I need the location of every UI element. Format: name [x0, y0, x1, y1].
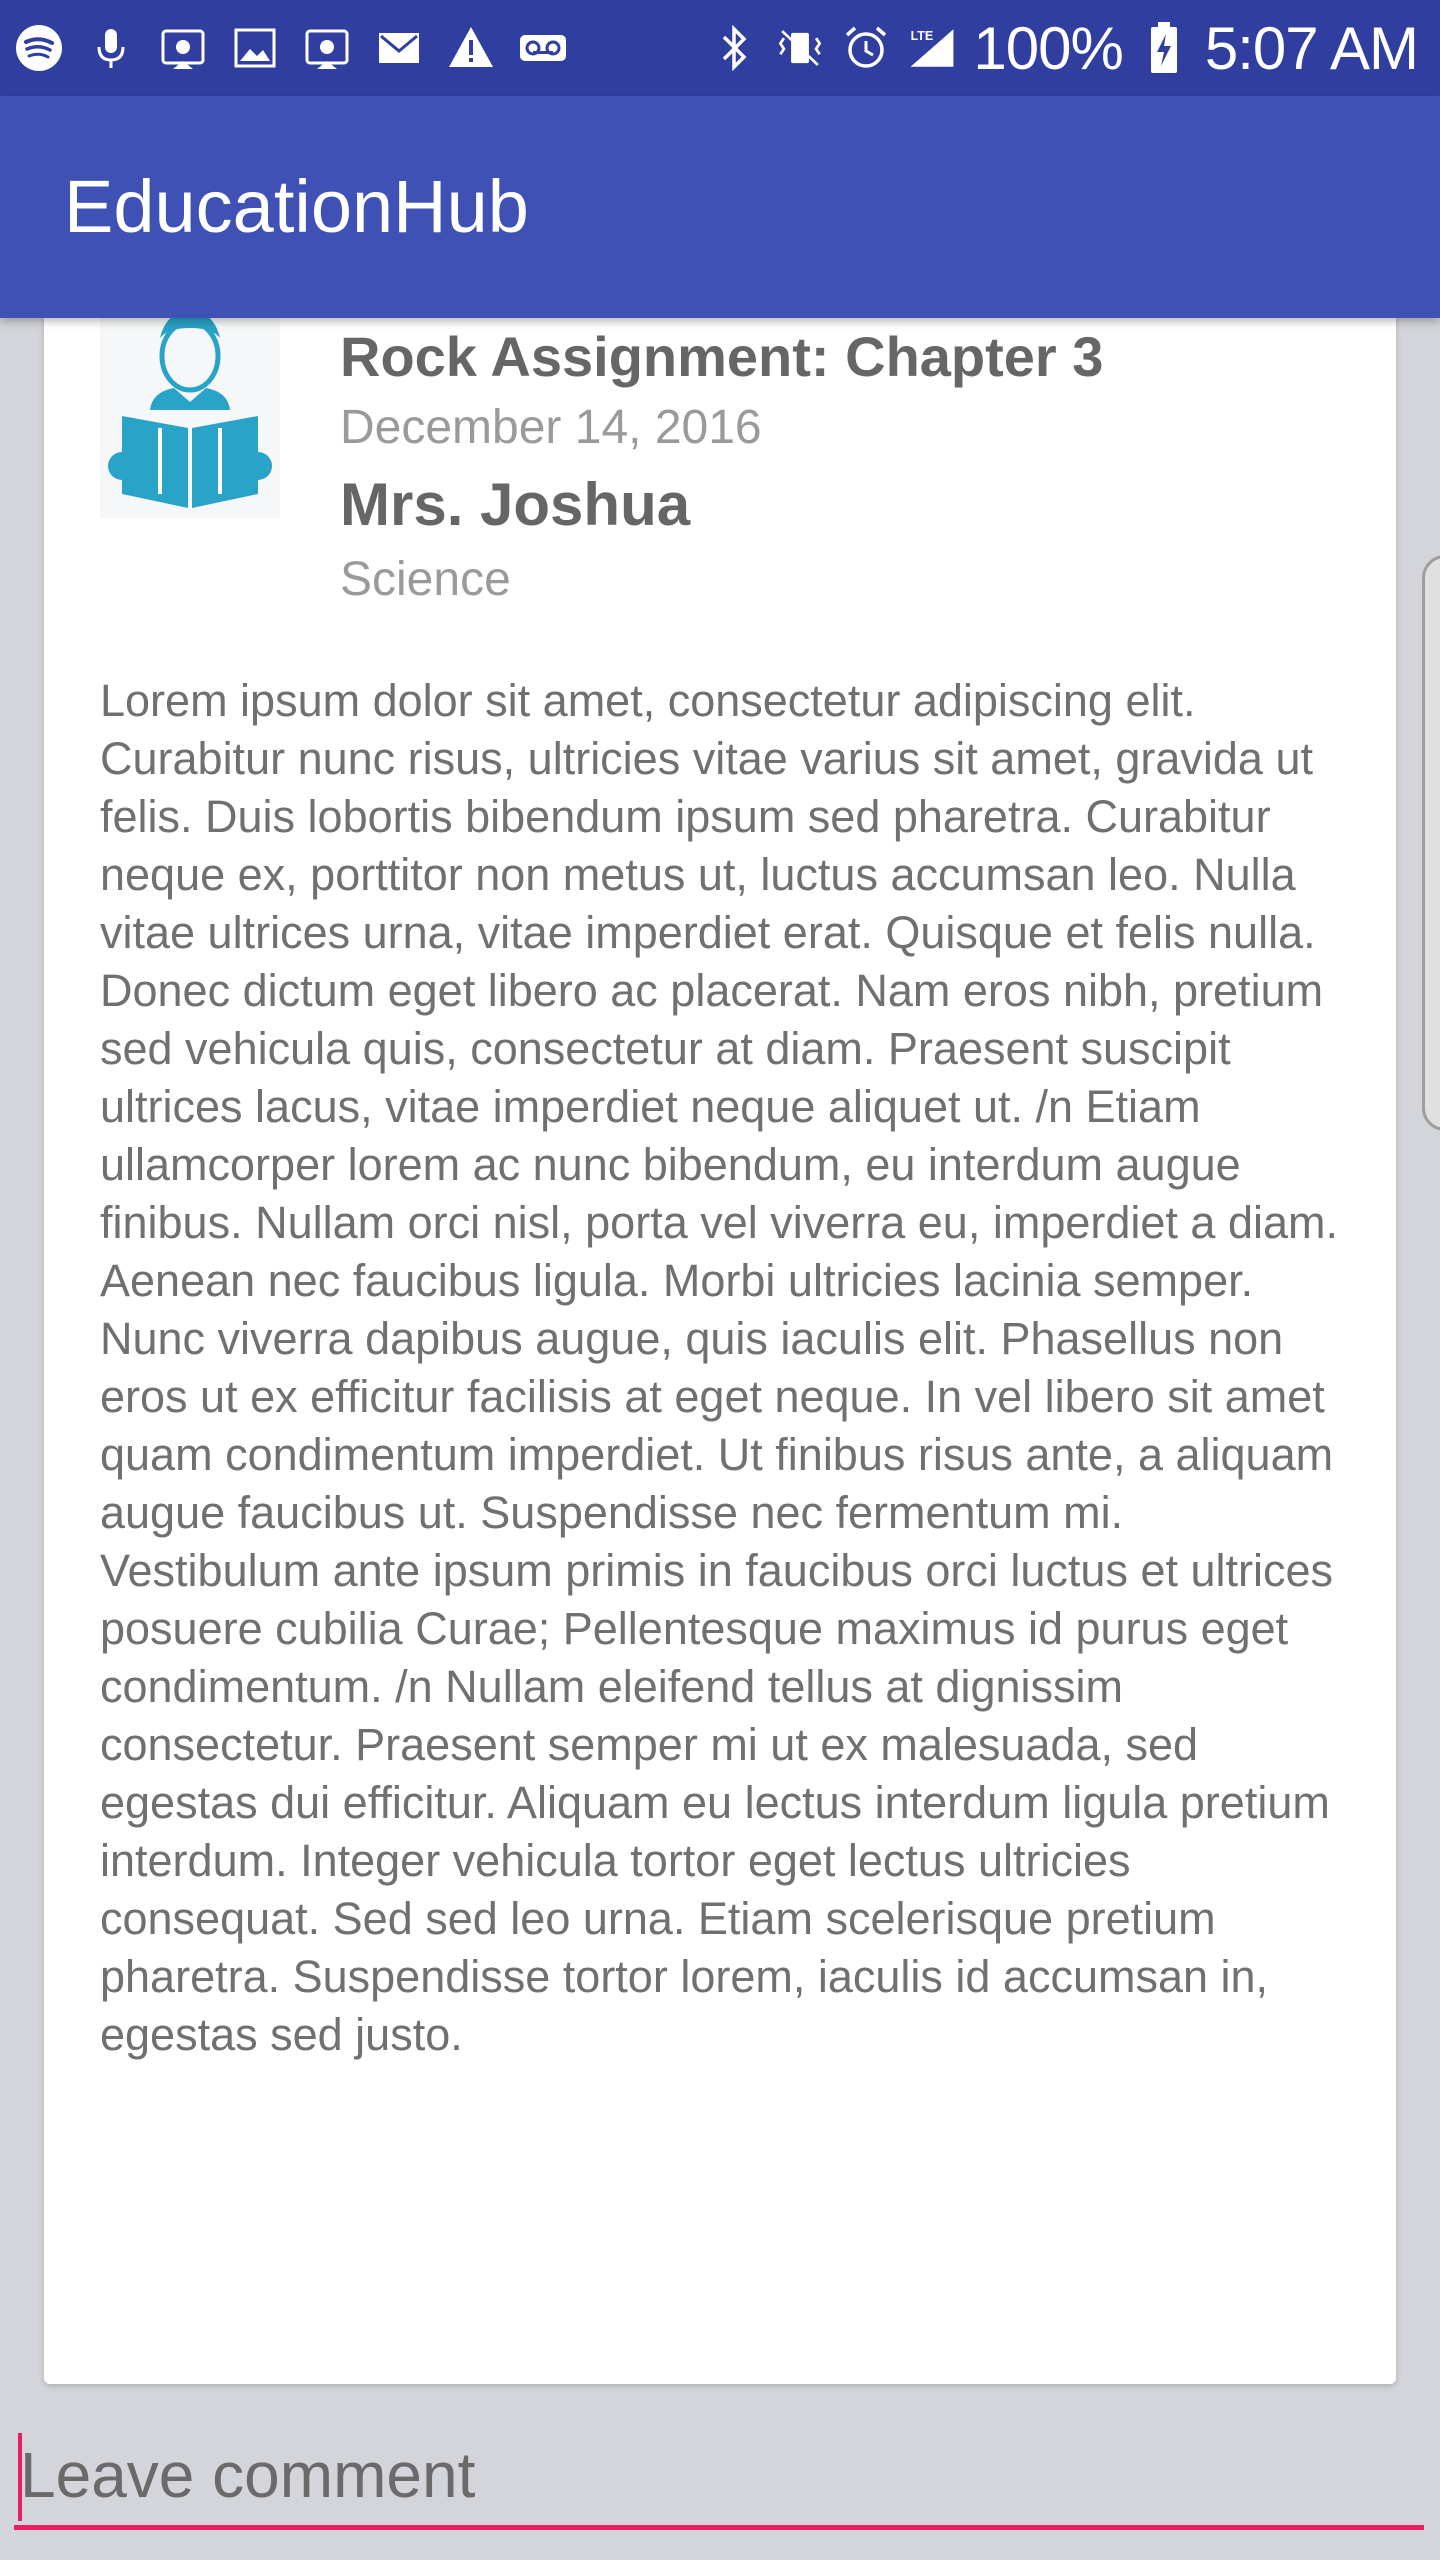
mail-icon	[374, 23, 424, 73]
lte-signal-icon	[907, 23, 957, 73]
edge-panel-handle[interactable]	[1422, 555, 1440, 1131]
assignment-title: Rock Assignment: Chapter 3	[340, 325, 1104, 388]
app-title: EducationHub	[64, 165, 529, 248]
assignment-card	[44, 300, 1396, 2384]
battery-charging-icon	[1139, 23, 1189, 73]
teacher-name: Mrs. Joshua	[340, 471, 691, 538]
reader-icon	[100, 318, 280, 518]
spotify-icon	[14, 23, 64, 73]
comment-input[interactable]	[14, 2425, 1424, 2525]
app-bar	[0, 96, 1440, 318]
bluetooth-icon	[709, 23, 759, 73]
assignment-body: Lorem ipsum dolor sit amet, consectetur adipiscing elit. Curabitur nunc risus, ultricies vitae varius sit amet, gravida ut felis. Duis lobortis bibendum ipsum sed pharetra. Curabitur neque ex, porttitor non metus ut, luctus accumsan leo. Nulla vitae ultrices urna, vitae imperdiet erat. Quisque et felis nulla. Donec dictum eget libero ac placerat. Nam eros nibh, pretium sed vehicula quis, consectetur at diam. Praesent suscipit ultrices lacus, vitae imperdiet neque aliquet ut. /n Etiam ullamcorper lorem ac nunc bibendum, eu interdum augue finibus. Nullam orci nisl, porta vel viverra eu, imperdiet a diam. Aenean nec faucibus ligula. Morbi ultricies lacinia semper. Nunc viverra dapibus augue, quis iaculis elit. Phasellus non eros ut ex efficitur facilisis at eget neque. In vel libero sit amet quam condimentum imperdiet. Ut finibus risus ante, a aliquam augue faucibus ut. Suspendisse nec fermentum mi. Vestibulum ante ipsum primis in faucibus orci luctus et ultrices posuere cubilia Curae; Pellentesque maximus id purus eget condimentum. /n Nullam eleifend tellus at dignissim consectetur. Praesent semper mi ut ex malesuada, sed egestas dui efficitur. Aliquam eu lectus interdum ligula pretium interdum. Integer vehicula tortor eget lectus ultricies consequat. Sed sed leo urna. Etiam scelerisque pretium pharetra. Suspendisse tortor lorem, iaculis id accumsan in, egestas sed justo.	[100, 675, 1338, 2060]
voicemail-icon	[518, 23, 568, 73]
comment-underline	[14, 2525, 1424, 2530]
status-bar	[0, 0, 1440, 96]
system-icons	[709, 0, 1418, 96]
clock: 5:07 AM	[1204, 14, 1418, 82]
battery-percent: 100%	[973, 14, 1123, 82]
svg-text:LTE: LTE	[910, 28, 934, 43]
mic-icon	[86, 23, 136, 73]
image-icon	[230, 23, 280, 73]
text-cursor	[18, 2433, 22, 2521]
assignment-date: December 14, 2016	[340, 401, 762, 454]
gallery-icon	[158, 23, 208, 73]
alarm-icon	[841, 23, 891, 73]
subject-label: Science	[340, 553, 511, 606]
comment-field[interactable]	[14, 2425, 1424, 2525]
vibrate-icon	[775, 23, 825, 73]
notification-icons	[14, 0, 568, 96]
gallery-icon	[302, 23, 352, 73]
warning-icon	[446, 23, 496, 73]
